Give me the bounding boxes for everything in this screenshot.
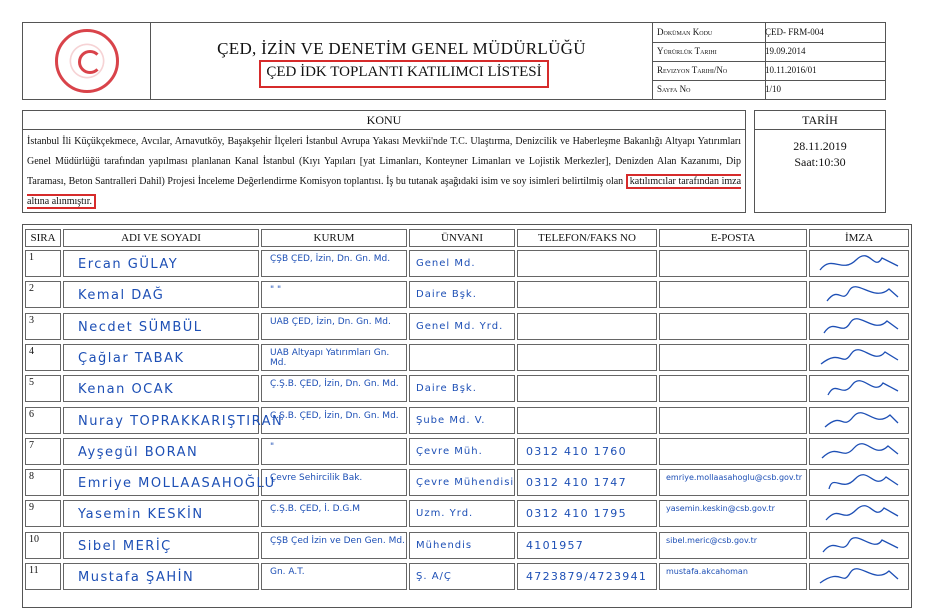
kurum-text: UAB ÇED, İzin, Dn. Gn. Md. <box>270 316 391 327</box>
cell-kurum <box>261 532 407 559</box>
email-text <box>660 251 806 254</box>
cell-kurum <box>261 500 407 527</box>
meta-key: Doküman Kodu <box>653 23 766 42</box>
kurum-text: ÇŞB ÇED, İzin, Dn. Gn. Md. <box>270 254 391 264</box>
cell-phone <box>517 438 657 465</box>
cell-phone <box>517 344 657 371</box>
column-header: ÜNVANI <box>409 229 515 247</box>
kurum-text: Ç.Ş.B. ÇED, İzin, Dn. Gn. Md. <box>270 410 399 421</box>
cell-unvan <box>409 250 515 277</box>
unvan-text: Çevre Mühendisi <box>416 477 515 489</box>
cell-name <box>63 532 259 559</box>
email-text <box>660 408 806 411</box>
name-text: Kemal DAĞ <box>78 288 165 304</box>
row-number: 5 <box>25 375 61 402</box>
signature <box>809 281 909 308</box>
meta-row <box>653 80 885 99</box>
cell-unvan <box>409 407 515 434</box>
subject-heading: KONU <box>23 111 745 130</box>
email-text: emriye.mollaasahoglu@csb.gov.tr <box>666 473 803 483</box>
signature <box>809 500 909 527</box>
name-text: Kenan OCAK <box>78 382 175 398</box>
email-text: mustafa.akcahoman <box>666 567 748 576</box>
cell-kurum <box>261 469 407 496</box>
email-text <box>660 439 806 442</box>
meta-value: 10.11.2016/01 <box>765 65 817 75</box>
signature-scribble <box>812 377 906 401</box>
meeting-date: 28.11.2019 <box>793 139 847 153</box>
cell-phone <box>517 281 657 308</box>
unvan-text: Uzm. Yrd. <box>416 508 474 520</box>
name-text: Nuray TOPRAKKARIŞTIRAN <box>78 413 284 429</box>
cell-kurum <box>261 313 407 340</box>
phone-text <box>518 376 656 382</box>
cell-phone <box>517 407 657 434</box>
cell-email <box>659 344 807 371</box>
unvan-text: Genel Md. <box>416 258 476 269</box>
signature-scribble <box>812 440 906 464</box>
cell-email <box>659 313 807 340</box>
row-number: 3 <box>25 313 61 340</box>
document-header <box>22 22 886 100</box>
cell-phone <box>517 469 657 496</box>
cell-name <box>63 563 259 590</box>
meta-key: Revizyon Tarihi/No <box>653 61 766 80</box>
cell-unvan <box>409 313 515 340</box>
unvan-text <box>410 345 514 352</box>
phone-text: 4723879/4723941 <box>526 570 648 583</box>
signature-scribble <box>812 283 906 307</box>
unvan-text: Genel Md. Yrd. <box>416 320 504 332</box>
column-header: E-POSTA <box>659 229 807 247</box>
cell-name <box>63 344 259 371</box>
cell-phone <box>517 500 657 527</box>
signature-scribble <box>812 252 906 276</box>
cell-email <box>659 469 807 496</box>
phone-text <box>518 314 656 320</box>
signature <box>809 250 909 277</box>
phone-text <box>518 408 656 414</box>
cell-name <box>63 500 259 527</box>
phone-text: 4101957 <box>526 538 585 552</box>
signature <box>809 469 909 496</box>
column-header: ADI VE SOYADI <box>63 229 259 247</box>
row-number: 9 <box>25 500 61 527</box>
phone-text: 0312 410 1795 <box>526 507 627 521</box>
meta-row <box>653 42 885 62</box>
signature-scribble <box>812 471 906 495</box>
ministry-seal-logo <box>55 29 119 93</box>
signature-scribble <box>812 565 906 589</box>
signature <box>809 438 909 465</box>
cell-phone <box>517 532 657 559</box>
column-header: SIRA <box>25 229 61 247</box>
cell-unvan <box>409 375 515 402</box>
row-number: 8 <box>25 469 61 496</box>
subject-highlight: katılımcılar tarafından imza altına alınmıştır. <box>27 176 742 207</box>
cell-kurum <box>261 438 407 465</box>
meta-row <box>653 61 885 81</box>
meta-row <box>653 23 885 43</box>
cell-kurum <box>261 407 407 434</box>
document-meta <box>653 23 885 99</box>
kurum-text: Ç.Ş.B. ÇED, İ. D.G.M <box>270 504 361 515</box>
kurum-text: Ç.Ş.B. ÇED, İzin, Dn. Gn. Md. <box>270 379 399 390</box>
cell-kurum <box>261 563 407 590</box>
kurum-text: " <box>270 441 275 452</box>
cell-kurum <box>261 281 407 308</box>
meeting-time: Saat:10:30 <box>794 155 846 169</box>
signature <box>809 563 909 590</box>
meta-key: Yürürlük Tarihi <box>653 42 766 61</box>
date-heading: TARİH <box>755 111 885 130</box>
row-number: 11 <box>25 563 61 590</box>
signature <box>809 313 909 340</box>
cell-name <box>63 281 259 308</box>
unvan-text: Mühendis <box>416 539 473 551</box>
phone-text <box>518 345 656 351</box>
cell-email <box>659 438 807 465</box>
name-text: Çağlar TABAK <box>78 350 185 366</box>
cell-phone <box>517 563 657 590</box>
cell-unvan <box>409 438 515 465</box>
signature <box>809 344 909 371</box>
cell-email <box>659 375 807 402</box>
subject-body: İstanbul İli Küçükçekmece, Avcılar, Arnavutköy, Başakşehir İlçeleri İstanbul Avrupa Yakası Mevkii'nde T.C. Ulaştırma, Denizcilik ve Haberleşme Bakanlığı Altyapı Yatırımları Genel Müdürlüğü tarafından yapılması planlanan Kanal İstanbul (Kıyı Yapıları [yat Limanları, Konteyner Limanları ve Lojistik Merkezler], Denizden Alan Kazanımı, Dip Taraması, Beton Santralleri Dahil) Projesi İnceleme Değerlendirme Komisyon toplantısı. İş bu tutanak aşağıdaki isim ve soy isimleri belirtilmiş olan <box>27 136 741 187</box>
signature-scribble <box>812 502 906 526</box>
logo-cell <box>23 23 151 99</box>
meta-key: Sayfa No <box>653 80 766 99</box>
cell-name <box>63 469 276 496</box>
cell-unvan <box>409 469 515 496</box>
signature <box>809 532 909 559</box>
date-box <box>754 110 886 213</box>
cell-name <box>63 438 259 465</box>
name-text: Necdet SÜMBÜL <box>78 319 203 335</box>
cell-phone <box>517 375 657 402</box>
row-number: 4 <box>25 344 61 371</box>
unvan-text: Çevre Müh. <box>416 445 483 457</box>
cell-email <box>659 500 807 527</box>
unvan-text: Daire Bşk. <box>416 289 477 301</box>
title-cell <box>151 23 653 99</box>
email-text <box>660 376 806 379</box>
column-header: KURUM <box>261 229 407 247</box>
cell-name <box>63 313 259 340</box>
meta-value: 19.09.2014 <box>765 46 806 56</box>
cell-name <box>63 375 259 402</box>
cell-unvan <box>409 532 515 559</box>
subject-box <box>22 110 746 213</box>
cell-unvan <box>409 500 515 527</box>
cell-unvan <box>409 563 515 590</box>
subject-text <box>27 132 741 212</box>
list-title: ÇED İDK TOPLANTI KATILIMCI LİSTESİ <box>259 60 549 88</box>
signature <box>809 407 909 434</box>
email-text <box>660 314 806 317</box>
phone-text <box>518 251 656 257</box>
name-text: Ayşegül BORAN <box>78 444 199 460</box>
cell-name <box>63 250 259 277</box>
cell-kurum <box>261 344 407 371</box>
signature-scribble <box>812 409 906 433</box>
signature-scribble <box>812 346 906 370</box>
signature <box>809 375 909 402</box>
phone-text: 0312 410 1760 <box>526 444 627 458</box>
kurum-text: ÇŞB Çed İzin ve Den Gen. Md. <box>270 535 405 546</box>
row-number: 10 <box>25 532 61 559</box>
kurum-text: " " <box>270 285 282 296</box>
cell-email <box>659 407 807 434</box>
cell-email <box>659 281 807 308</box>
org-title: ÇED, İZİN VE DENETİM GENEL MÜDÜRLÜĞÜ <box>217 39 586 58</box>
kurum-text: Çevre Sehircilik Bak. <box>270 473 363 484</box>
cell-kurum <box>261 250 407 277</box>
signature-scribble <box>812 534 906 558</box>
email-text <box>660 345 806 348</box>
name-text: Yasemin KESKİN <box>78 507 204 523</box>
cell-phone <box>517 313 657 340</box>
row-number: 2 <box>25 281 61 308</box>
unvan-text: Ş. A/Ç <box>416 571 452 582</box>
name-text: Emriye MOLLAASAHOĞLU <box>78 476 276 492</box>
unvan-text: Şube Md. V. <box>416 414 486 426</box>
cell-unvan <box>409 344 515 371</box>
name-text: Sibel MERİÇ <box>78 538 172 554</box>
unvan-text: Daire Bşk. <box>416 383 477 395</box>
email-text: sibel.meric@csb.gov.tr <box>666 535 758 545</box>
column-header: TELEFON/FAKS NO <box>517 229 657 247</box>
email-text <box>660 282 806 285</box>
cell-email <box>659 532 807 559</box>
phone-text <box>518 282 656 288</box>
cell-name <box>63 407 284 434</box>
kurum-text: UAB Altyapı Yatırımları Gn. Md. <box>270 347 390 368</box>
participant-table <box>22 224 912 608</box>
name-text: Mustafa ŞAHİN <box>78 570 195 585</box>
cell-email <box>659 563 807 590</box>
column-header: İMZA <box>809 229 909 247</box>
meta-value: 1/10 <box>765 84 782 94</box>
phone-text: 0312 410 1747 <box>526 476 627 490</box>
row-number: 1 <box>25 250 61 277</box>
name-text: Ercan GÜLAY <box>78 257 179 272</box>
meta-value: ÇED- FRM-004 <box>765 27 824 37</box>
cell-email <box>659 250 807 277</box>
cell-phone <box>517 250 657 277</box>
signature-scribble <box>812 315 906 339</box>
row-number: 7 <box>25 438 61 465</box>
kurum-text: Gn. A.T. <box>270 567 305 577</box>
cell-unvan <box>409 281 515 308</box>
email-text: yasemin.keskin@csb.gov.tr <box>666 504 775 514</box>
row-number: 6 <box>25 407 61 434</box>
cell-kurum <box>261 375 407 402</box>
